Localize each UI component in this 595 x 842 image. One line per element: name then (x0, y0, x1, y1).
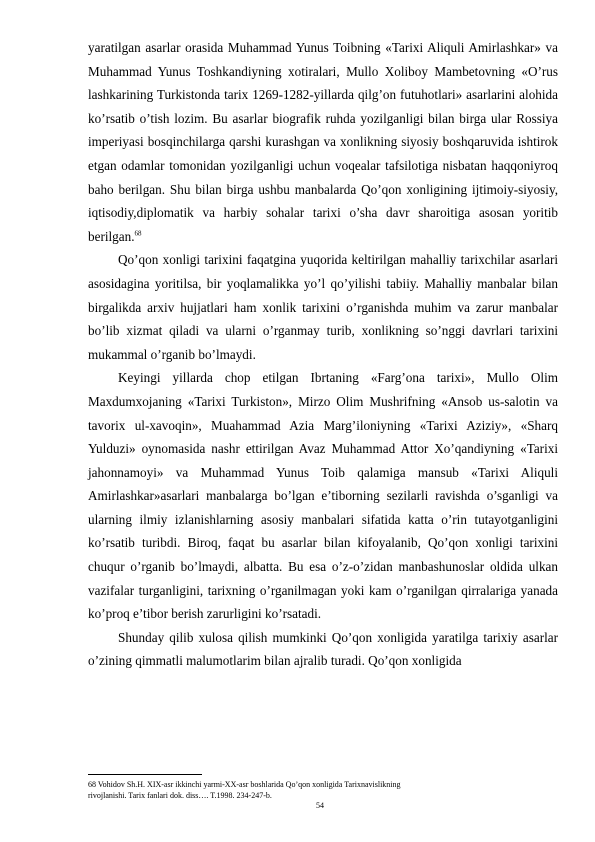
paragraph-3: Keyingi yillarda chop etilgan Ibrtaning «Farg’ona tarixi», Mullo Olim Maxdumxojaning «Tarixi Turkiston», Mirzo Olim Mushrifning «Ansob us-salotin va tavorix ul-xavoqin», Muahammad Azia Marg’iloniyning «Tarixi Aziziy», «Sharq Yulduzi» oynomasida nashr ettirilgan Avaz Muhammad Attor Xo’qandiyning «Tarixi jahonnamoyi» va Muhammad Yunus Toib qalamiga mansub «Tarixi Aliquli Amirlashkar»asarlari manbalarga bo’lgan e’tiborning sezilarli ravishda o’sganligi va ularning ilmiy izlanishlarning asosiy manbalari sifatida katta o’rin tutayotganligini ko’rsatib turibdi. Biroq, faqat bu asarlar bilan kifoyalanib, Qo’qon xonligi tarixini chuqur o’rganib bo’lmaydi, albatta. Bu esa o’z-o’zidan manbashunoslar oldida ulkan vazifalar turganligini, tarixning o’rganilmagan yoki kam o’rganilgan qirralariga yanada ko’proq e’tibor berish zarurligini ko’rsatadi. (88, 370, 558, 622)
paragraph-1 (88, 36, 558, 248)
paragraph-4: Shunday qilib xulosa qilish mumkinki Qo’qon xonligida yaratilga tarixiy asarlar o’zining qimmatli malumotlarim bilan ajralib turadi. Qo’qon xonligida (88, 629, 558, 669)
page-body (88, 36, 558, 673)
footnote (88, 779, 558, 801)
footnote-reference[interactable]: 68 (134, 229, 142, 238)
footnote-divider (88, 774, 202, 775)
footnote-line-2: rivojlanishi. Tarix fanlari dok. diss…. T.1998. 234-247-b. (88, 791, 272, 800)
footnote-line-1: 68 Vohidov Sh.H. XIX-asr ikkinchi yarmi-XX-asr boshlarida Qo’qon xonligida Tarixnavislikning (88, 780, 401, 789)
paragraph-2: Qo’qon xonligi tarixini faqatgina yuqorida keltirilgan mahalliy tarixchilar asarlari asosidagina yoritilsa, bir yoqlamalikka yo’l qo’yilishi tabiiy. Mahalliy manbalar bilan birgalikda arxiv hujjatlari ham xonlik tarixini o’rganishda muhim va zarur manbalar bo’lib xizmat qiladi va ularni o’rganmay turib, xonlikning so’nggi davrlari tarixini mukammal o’rganib bo’lmaydi. (88, 252, 558, 362)
page-number: 54 (316, 801, 324, 810)
paragraph-1-text: yaratilgan asarlar orasida Muhammad Yunus Toibning «Tarixi Aliquli Amirlashkar» va Muhammad Yunus Toshkandiyning xotiralari, Mullo Xoliboy Mambetovning «O’rus lashkarining Turkistonda tarix 1269-1282-yillarda qilg’on futuhotlari» asarlarini alohida ko’rsatib o’tish lozim. Bu asarlar biografik ruhda yozilganligi bilan birga ular Rossiya imperiyasi bosqinchilarga qarshi kurashgan va xonlikning siyosiy boshqaruvida ishtirok etgan odamlar tomonidan yozilganligi uchun voqealar tafsilotiga nisbatan haqqoniyroq baho berilgan. Shu bilan birga ushbu manbalarda Qo’qon xonligining ijtimoiy-siyosiy, iqtisodiy,diplomatik va harbiy sohalar tarixi o’sha davr sharoitiga asosan yoritib berilgan. (88, 40, 558, 244)
